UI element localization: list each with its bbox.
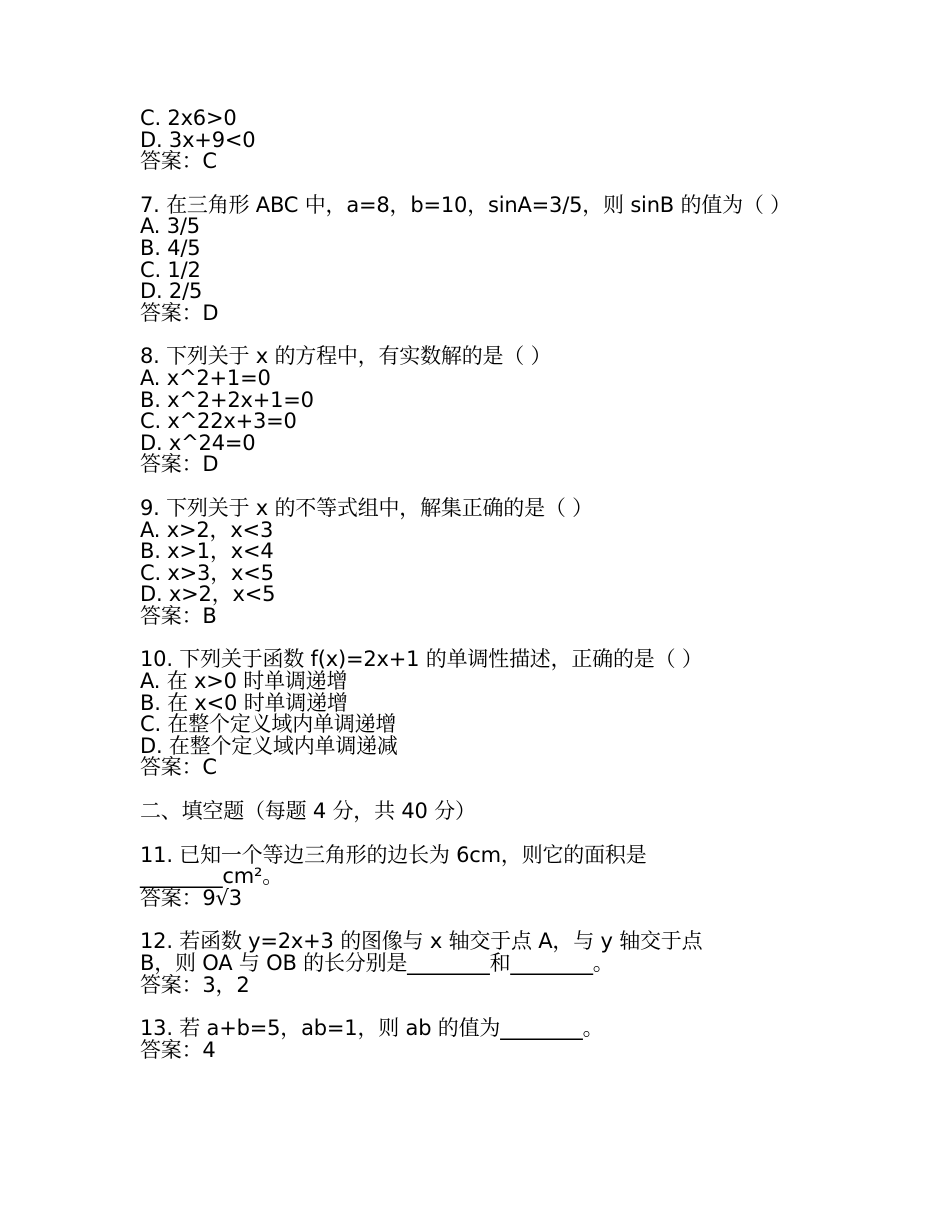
q12-answer: 答案：3，2 (140, 972, 250, 997)
question-12 (140, 931, 820, 996)
q10-answer: 答案：C (140, 755, 217, 780)
q12-stem-line-1: 12. 若函数 y=2x+3 的图像与 x 轴交于点 A，与 y 轴交于点 (140, 929, 703, 954)
q9-option-a: A. x>2，x<3 (140, 517, 274, 542)
q9-option-c: C. x>3，x<5 (140, 560, 274, 585)
document-page (140, 108, 820, 1061)
question-9 (140, 495, 820, 628)
q7-option-a: A. 3/5 (140, 214, 200, 239)
q11-stem-line-2: ________cm²。 (140, 864, 284, 889)
q9-answer: 答案：B (140, 603, 217, 628)
q8-stem: 8. 下列关于 x 的方程中，有实数解的是（ ） (140, 344, 552, 369)
q7-option-b: B. 4/5 (140, 235, 201, 260)
q8-option-d: D. x^24=0 (140, 430, 256, 455)
q8-option-a: A. x^2+1=0 (140, 365, 271, 390)
q10-option-d: D. 在整个定义域内单调递减 (140, 733, 398, 758)
q12-stem-line-2: B，则 OA 与 OB 的长分别是________和________。 (140, 951, 614, 975)
q7-option-c: C. 1/2 (140, 257, 201, 282)
q7-answer: 答案：D (140, 300, 219, 325)
q11-answer: 答案：9√3 (140, 885, 242, 910)
question-6 (140, 108, 820, 173)
q6-option-c: C. 2x6>0 (140, 106, 237, 130)
question-13 (140, 1018, 820, 1061)
q6-answer: 答案：C (140, 149, 217, 174)
q11-stem-line-1: 11. 已知一个等边三角形的边长为 6cm，则它的面积是 (140, 842, 647, 867)
q9-stem: 9. 下列关于 x 的不等式组中，解集正确的是（ ） (140, 495, 593, 520)
q7-stem: 7. 在三角形 ABC 中，a=8，b=10，sinA=3/5，则 sinB 的值为（ ） (140, 192, 791, 217)
q7-option-d: D. 2/5 (140, 279, 203, 304)
q8-option-b: B. x^2+2x+1=0 (140, 387, 314, 412)
q10-stem: 10. 下列关于函数 f(x)=2x+1 的单调性描述，正确的是（ ） (140, 647, 703, 672)
question-11 (140, 842, 820, 910)
q13-answer: 答案：4 (140, 1037, 216, 1062)
q9-option-b: B. x>1，x<4 (140, 539, 274, 564)
q8-answer: 答案：D (140, 452, 219, 477)
q8-option-c: C. x^22x+3=0 (140, 409, 297, 434)
question-10 (140, 649, 820, 779)
q10-option-c: C. 在整个定义域内单调递增 (140, 712, 397, 737)
q10-option-b: B. 在 x<0 时单调递增 (140, 690, 348, 715)
q9-option-d: D. x>2，x<5 (140, 582, 276, 607)
q10-option-a: A. 在 x>0 时单调递增 (140, 669, 348, 694)
question-8 (140, 346, 820, 476)
q6-option-d: D. 3x+9<0 (140, 127, 256, 152)
section-2-heading: 二、填空题（每题 4 分，共 40 分） (140, 799, 476, 824)
q13-stem: 13. 若 a+b=5，ab=1，则 ab 的值为________。 (140, 1016, 604, 1041)
question-7 (140, 192, 820, 325)
